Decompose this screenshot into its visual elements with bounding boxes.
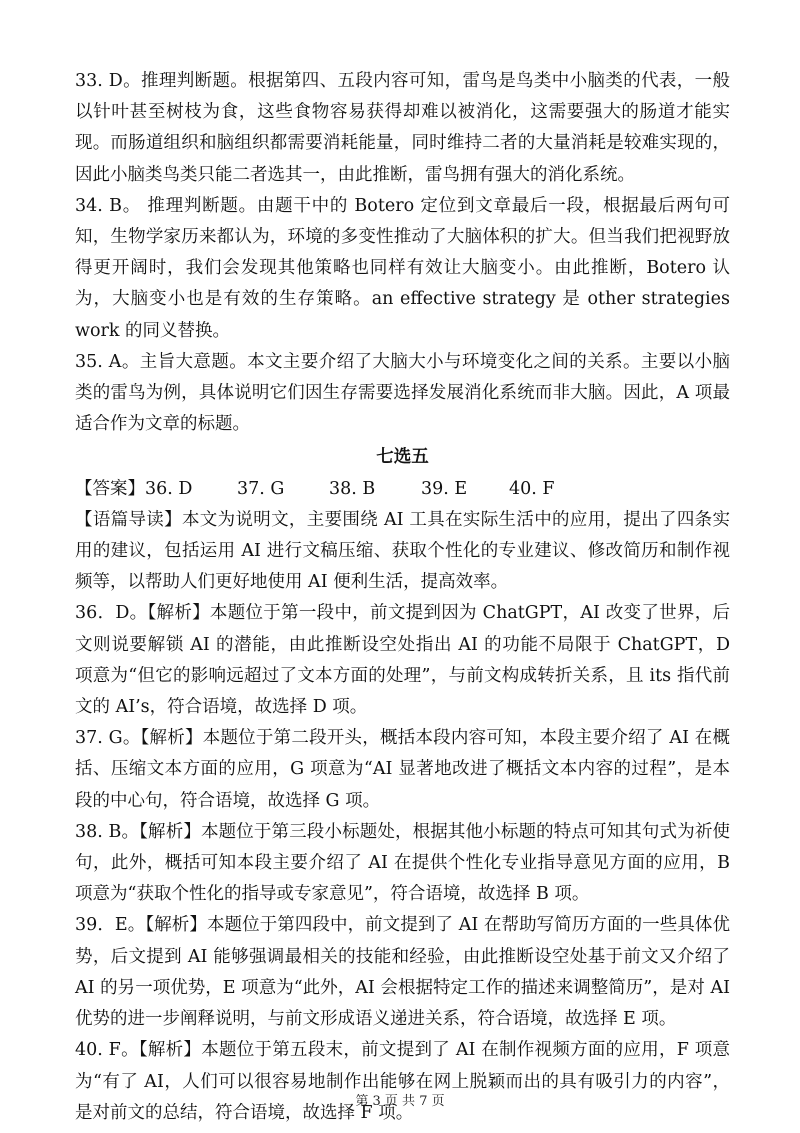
passage-guide: 【语篇导读】本文为说明文，主要围绕 AI 工具在实际生活中的应用，提出了四条实用的建议，包括运用 AI 进行文稿压缩、获取个性化的专业建议、修改简历和制作视频等，以帮助人们更好地使用 AI 便利生活，提高效率。 (75, 509, 730, 593)
answer-39: 39. E (421, 478, 468, 499)
answer-33-explanation: 33. D。推理判断题。根据第四、五段内容可知，雷鸟是鸟类中小脑类的代表，一般以针叶甚至树枝为食，这些食物容易获得却难以被消化，这需要强大的肠道才能实现。而肠道组织和脑组织都需要消耗能量，同时维持二者的大量消耗是较难实现的，因此小脑类鸟类只能二者选其一，由此推断，雷鸟拥有强大的消化系统。 (75, 71, 730, 185)
answer-38: 38. B (329, 478, 376, 499)
answer-36: 36. D (145, 478, 193, 499)
answer-36-explanation: 36．D。【解析】本题位于第一段中，前文提到因为 ChatGPT，AI 改变了世界，后文则说要解锁 AI 的潜能，由此推断设空处指出 AI 的功能不局限于 ChatGPT，D 项意为“但它的影响远超过了文本方面的处理”，与前文构成转折关系，且 its 指代前文的 AI’s，符合语境，故选择 D 项。 (75, 603, 730, 718)
answer-37-explanation: 37. G。【解析】本题位于第二段开头，概括本段内容可知，本段主要介绍了 AI 在概括、压缩文本方面的应用，G 项意为“AI 显著地改进了概括文本内容的过程”，是本段的中心句，符合语境，故选择 G 项。 (75, 728, 730, 811)
answer-39-explanation: 39．E。【解析】本题位于第四段中，前文提到了 AI 在帮助写简历方面的一些具体优势，后文提到 AI 能够强调最相关的技能和经验，由此推断设空处基于前文又介绍了 AI 的另一项优势，E 项意为“此外，AI 会根据特定工作的描述来调整简历”，是对 AI 优势的进一步阐释说明，与前文形成语义递进关系，符合语境，故选择 E 项。 (75, 915, 730, 1030)
answer-37: 37. G (237, 478, 285, 499)
answer-38-explanation: 38. B。【解析】本题位于第三段小标题处，根据其他小标题的特点可知其句式为祈使句，此外，概括可知本段主要介绍了 AI 在提供个性化专业指导意见方面的应用，B 项意为“获取个性化的指导或专家意见”，符合语境，故选择 B 项。 (75, 821, 730, 905)
answer-key-label: 【答案】 (75, 478, 145, 499)
answer-40-explanation: 40. F。【解析】本题位于第五段末，前文提到了 AI 在制作视频方面的应用，F 项意为“有了 AI，人们可以很容易地制作出能够在网上脱颖而出的具有吸引力的内容”，是对前文的总结，符合语境，故选择 F 项。 (75, 1040, 730, 1123)
answer-40: 40. F (509, 478, 555, 499)
answer-35-explanation: 35. A。主旨大意题。本文主要介绍了大脑大小与环境变化之间的关系。主要以小脑类的雷鸟为例，具体说明它们因生存需要选择发展消化系统而非大脑。因此，A 项最适合作为文章的标题。 (75, 351, 730, 435)
answer-34-explanation: 34. B。 推理判断题。由题干中的 Botero 定位到文章最后一段，根据最后两句可知，生物学家历来都认为，环境的多变性推动了大脑体积的扩大。但当我们把视野放得更开阔时，我们会发现其他策略也同样有效让大脑变小。由此推断，Botero 认为，大脑变小也是有效的生存策略。an effective strategy 是 other strategies work 的同义替换。 (75, 195, 730, 341)
page-number-footer: 第 3 页 共 7 页 (355, 1094, 445, 1109)
answer-key-line (75, 474, 730, 505)
page-content (75, 66, 730, 1129)
section-heading: 七选五 (376, 447, 429, 468)
